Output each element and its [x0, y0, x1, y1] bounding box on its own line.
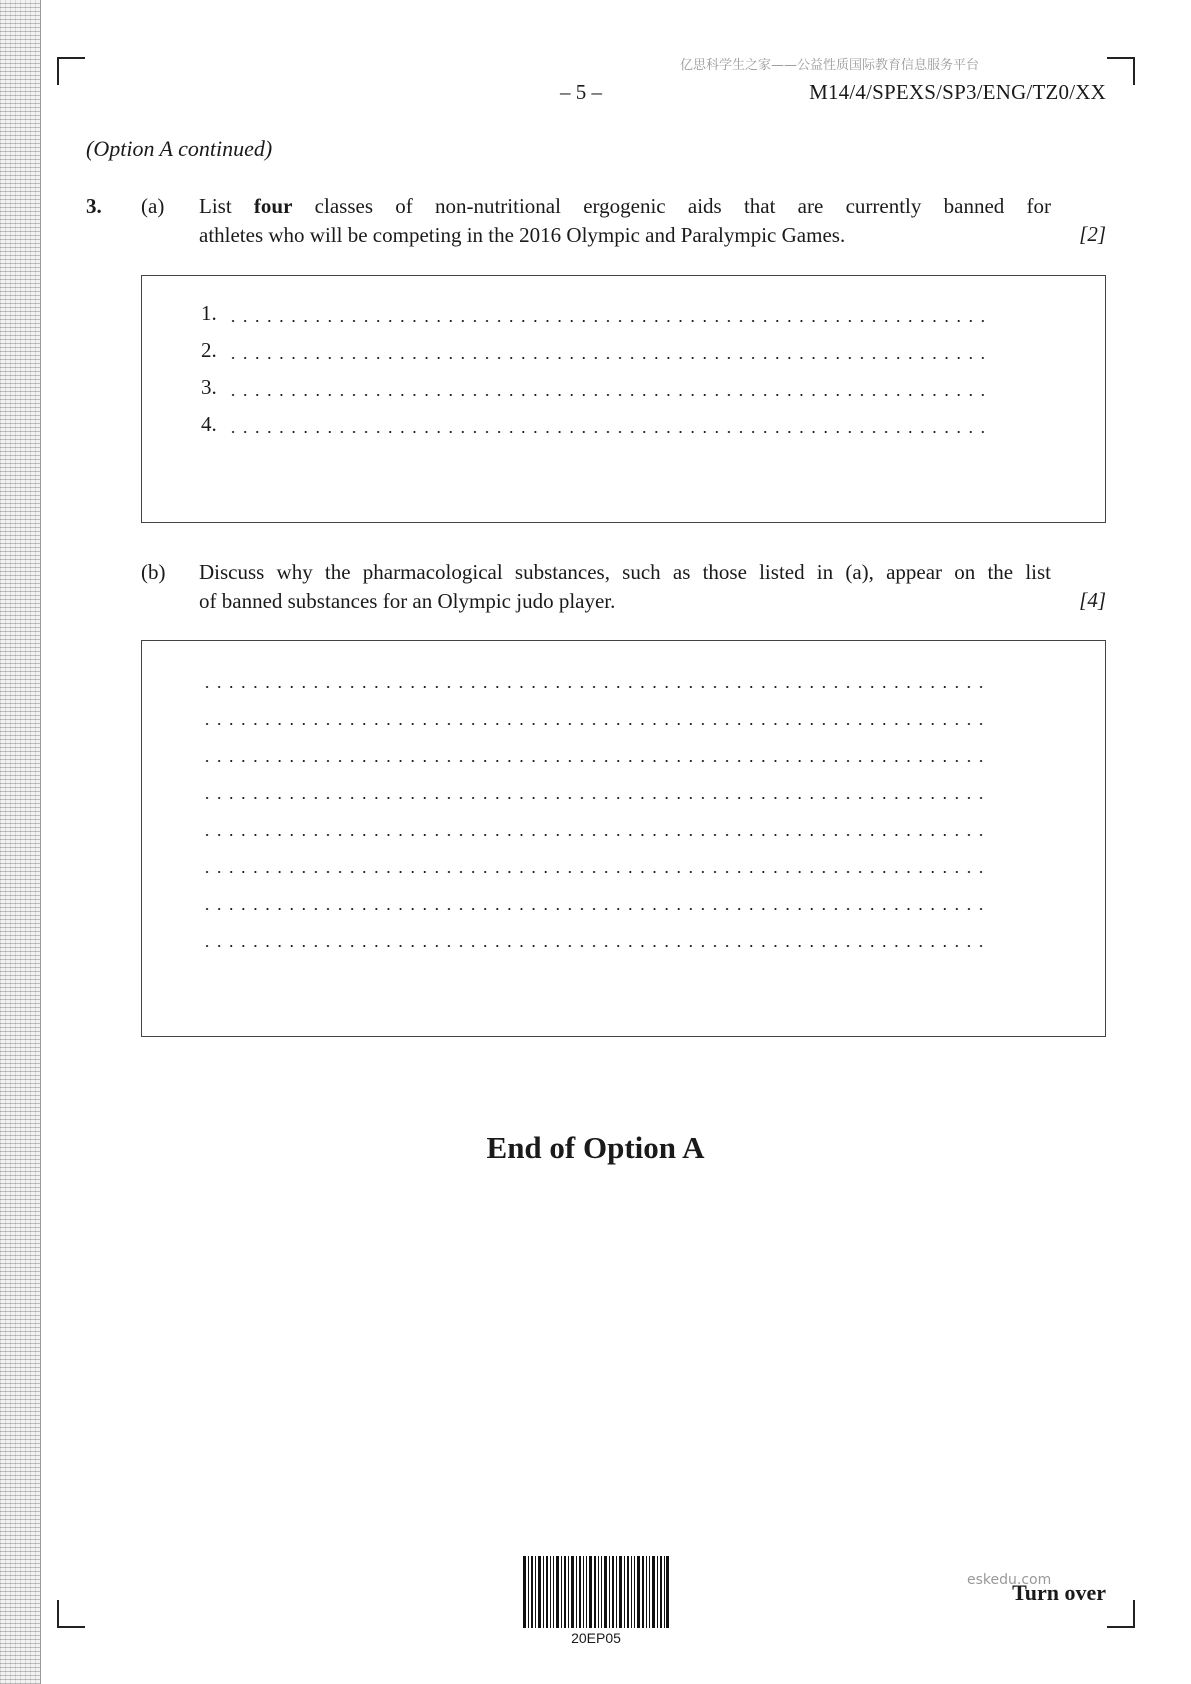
part-b-answer-box[interactable]: [141, 640, 1106, 1037]
part-b-label: (b): [141, 560, 166, 584]
crop-mark-top-right: [1107, 57, 1135, 85]
crop-mark-bottom-left: [57, 1600, 85, 1628]
part-a-line-1: List four classes of non-nutritional ergogenic aids that are currently banned for: [199, 194, 1051, 218]
answer-line-b-1[interactable]: [201, 667, 991, 691]
answer-line-b-5[interactable]: [201, 815, 991, 839]
answer-line-b-7[interactable]: [201, 889, 991, 913]
part-b-line-2: of banned substances for an Olympic judo player.: [199, 589, 616, 613]
barcode-number: 20EP05: [571, 1630, 621, 1646]
answer-line-4[interactable]: 4.: [201, 412, 991, 436]
part-a-text: [199, 192, 1051, 250]
header-watermark: 亿思科学生之家——公益性质国际教育信息服务平台: [680, 58, 980, 73]
footer-watermark: eskedu.com: [967, 1572, 1052, 1588]
page-number: – 5 –: [560, 80, 602, 104]
part-a-label: (a): [141, 194, 165, 218]
answer-line-1[interactable]: 1.: [201, 301, 991, 325]
crop-mark-top-left: [57, 57, 85, 85]
end-of-option-title: End of Option A: [486, 1130, 705, 1165]
answer-line-2[interactable]: 2.: [201, 338, 991, 362]
part-a-line-2: athletes who will be competing in the 2016 Olympic and Paralympic Games.: [199, 223, 846, 247]
answer-line-b-6[interactable]: [201, 852, 991, 876]
part-a-answer-box[interactable]: [141, 275, 1106, 523]
part-a-marks: [2]: [1079, 222, 1106, 246]
answer-line-3[interactable]: 3.: [201, 375, 991, 399]
crop-mark-bottom-right: [1107, 1600, 1135, 1628]
part-b-marks: [4]: [1079, 588, 1106, 612]
part-b-text: [199, 558, 1051, 616]
answer-line-b-2[interactable]: [201, 704, 991, 728]
paper-code: M14/4/SPEXS/SP3/ENG/TZ0/XX: [809, 80, 1106, 104]
answer-line-b-8[interactable]: [201, 926, 991, 950]
binding-strip: [0, 0, 41, 1684]
part-b-line-1: Discuss why the pharmacological substances, such as those listed in (a), appear on the list: [199, 560, 1051, 584]
answer-line-b-3[interactable]: [201, 741, 991, 765]
part-a-bold-word: four: [253, 194, 293, 218]
turn-over-label: Turn over: [1012, 1580, 1106, 1605]
barcode-image: [523, 1556, 669, 1628]
answer-line-b-4[interactable]: [201, 778, 991, 802]
question-number: 3.: [86, 194, 102, 218]
continued-label: (Option A continued): [86, 136, 273, 161]
